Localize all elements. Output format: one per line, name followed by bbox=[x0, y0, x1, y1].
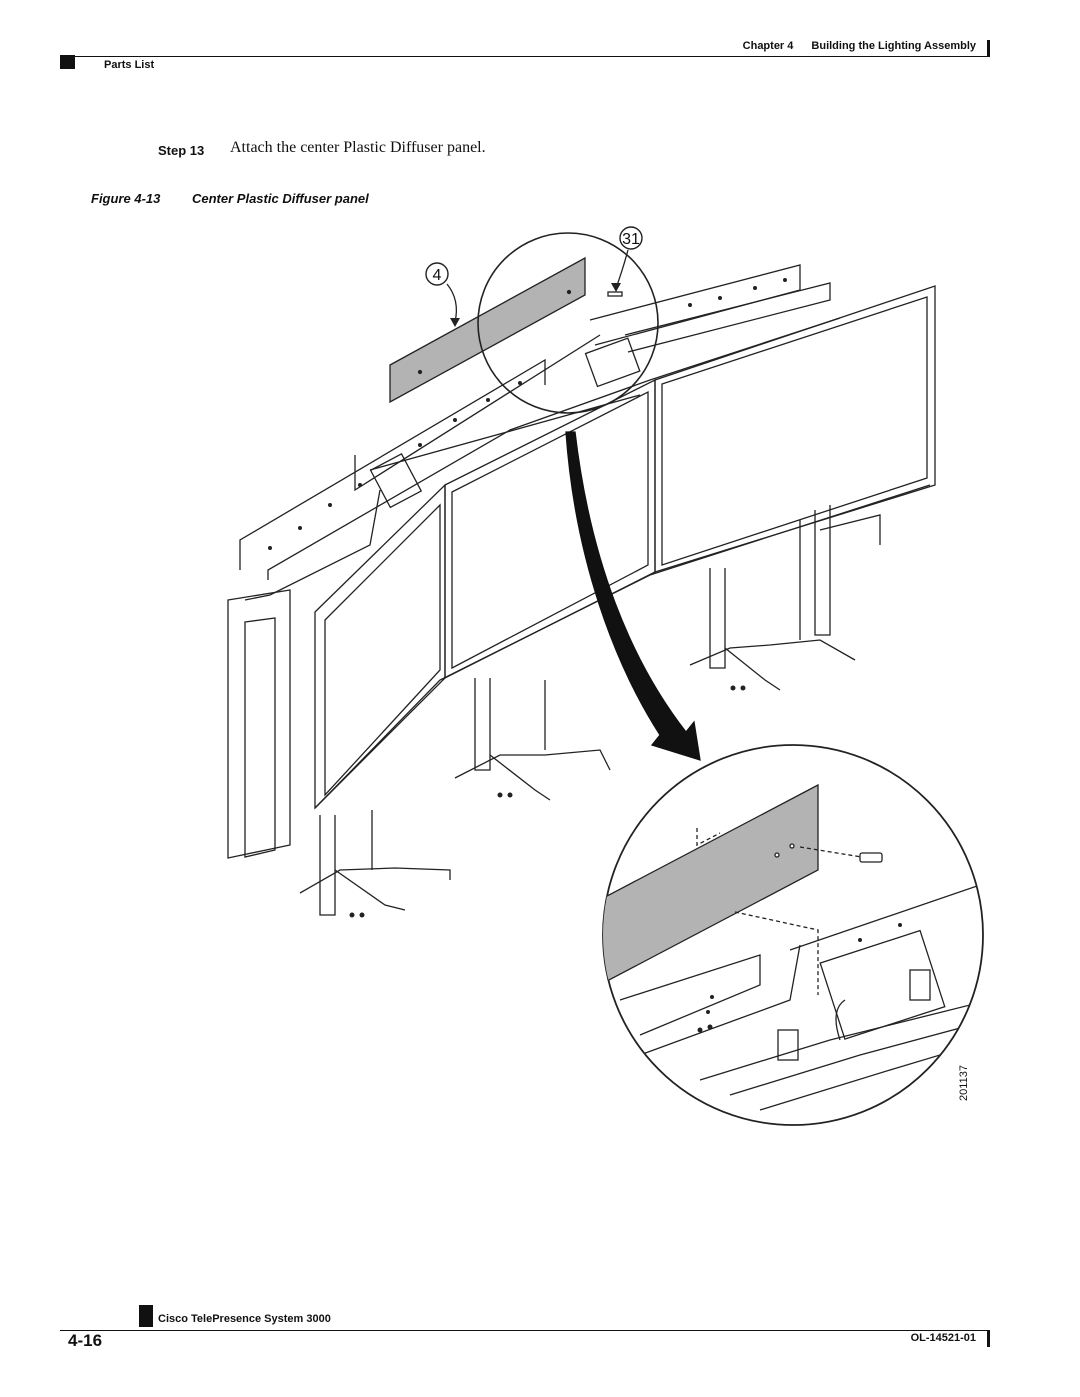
step-text: Attach the center Plastic Diffuser panel. bbox=[230, 139, 486, 156]
zoom-arrow bbox=[566, 432, 700, 760]
step-label: Step 13 bbox=[158, 143, 205, 158]
right-display bbox=[655, 286, 935, 572]
section-title: Parts List bbox=[104, 59, 155, 71]
figure-label: Figure 4-13 bbox=[91, 191, 161, 206]
callout-31-label: 31 bbox=[622, 231, 640, 248]
zoom-screw bbox=[860, 853, 882, 862]
figure-title: Center Plastic Diffuser panel bbox=[192, 191, 369, 206]
diffuser-panel bbox=[390, 258, 585, 402]
left-display bbox=[228, 485, 445, 858]
doc-number: OL-14521-01 bbox=[910, 1332, 976, 1344]
footer-rule bbox=[60, 1330, 990, 1331]
zoom-diffuser-panel bbox=[590, 785, 818, 990]
callout-4-label: 4 bbox=[432, 267, 442, 284]
chapter-title: Building the Lighting Assembly bbox=[811, 40, 976, 52]
footer-bar bbox=[987, 1331, 990, 1347]
callout-31-leader bbox=[616, 250, 628, 288]
page-number: 4-16 bbox=[68, 1331, 103, 1350]
footer-marker bbox=[139, 1305, 153, 1327]
art-number: 201137 bbox=[958, 1065, 970, 1101]
chapter-number: Chapter 4 bbox=[742, 40, 794, 52]
callout-4-leader bbox=[447, 284, 456, 322]
footer-product: Cisco TelePresence System 3000 bbox=[158, 1313, 331, 1325]
